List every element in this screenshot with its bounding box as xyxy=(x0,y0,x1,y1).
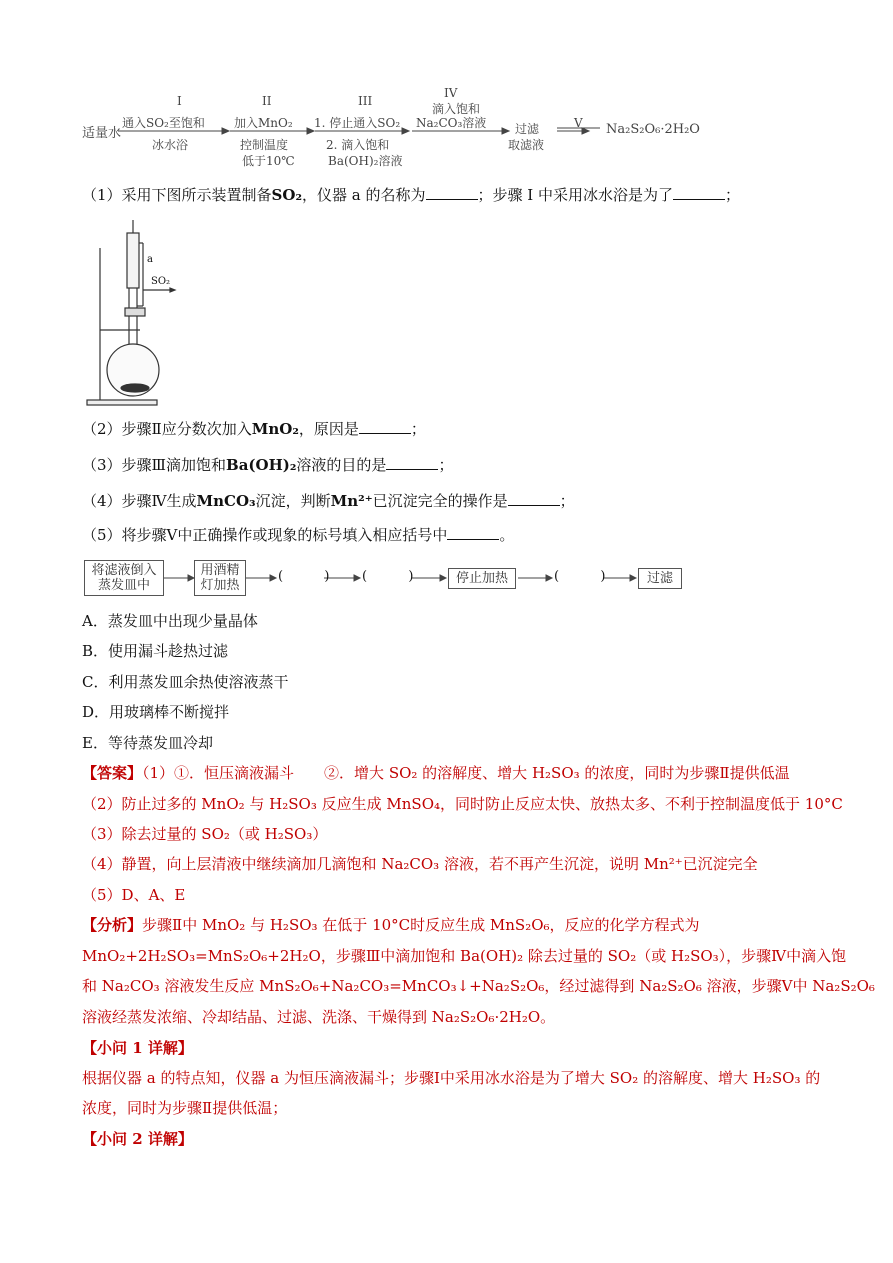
analysis-label: 【分析】 xyxy=(82,916,143,934)
q2-text: （2）步骤Ⅱ应分数次加入 xyxy=(82,420,252,438)
flow-step3-top: 1. 停止通入SO₂ xyxy=(314,116,401,130)
flow-step2-bottom2: 低于10℃ xyxy=(242,154,295,168)
q4-formula-2: Mn²⁺ xyxy=(330,492,373,510)
q3-blank[interactable] xyxy=(386,455,438,470)
q2-text-b: ，原因是 xyxy=(298,420,359,438)
sub2-label: 【小问 2 详解】 xyxy=(82,1130,193,1148)
flow-step3-roman: III xyxy=(358,94,373,108)
answer-label: 【答案】 xyxy=(82,764,143,782)
q1-formula: SO₂ xyxy=(271,186,303,204)
answer-line-2: （2）防止过多的 MnO₂ 与 H₂SO₃ 反应生成 MnSO₄，同时防止反应太快、放热太多、不利于控制温度低于 10°C xyxy=(82,795,843,813)
analysis-line-2: MnO₂+2H₂SO₃=MnS₂O₆+2H₂O，步骤Ⅲ中滴加饱和 Ba(OH)₂ 除去过量的 SO₂（或 H₂SO₃），步骤Ⅳ中滴入饱 xyxy=(82,947,847,965)
q1-text-b: ，仪器 a 的名称为 xyxy=(302,186,426,204)
flow2-box-1-line1: 将滤液倒入 xyxy=(91,563,157,578)
analysis-line-3: 和 Na₂CO₃ 溶液发生反应 MnS₂O₆+Na₂CO₃=MnCO₃↓+Na₂S₂O₆，经过滤得到 Na₂S₂O₆ 溶液，步骤Ⅴ中 Na₂S₂O₆ xyxy=(82,977,875,995)
answer-line-5: （5）D、A、E xyxy=(82,886,186,904)
flow2-paren-2[interactable]: ( ) xyxy=(362,569,414,584)
flow-end: Na₂S₂O₆·2H₂O xyxy=(606,122,700,137)
apparatus-label-a: a xyxy=(147,254,153,265)
apparatus-svg xyxy=(85,218,205,408)
sub1-label: 【小问 1 详解】 xyxy=(82,1039,193,1057)
flow-step5-bottom: 取滤液 xyxy=(508,138,545,152)
q1-text-c: ；步骤 I 中采用冰水浴是为了 xyxy=(477,186,673,204)
evaporation-flowchart xyxy=(82,560,692,598)
q4-text-b: 沉淀，判断 xyxy=(255,492,331,510)
q3-formula: Ba(OH)₂ xyxy=(226,456,297,474)
flow-step4-top: 滴入饱和 xyxy=(432,102,481,116)
option-e: E．等待蒸发皿冷却 xyxy=(82,734,213,752)
flow-step1-bottom: 冰水浴 xyxy=(152,138,189,152)
option-a: A．蒸发皿中出现少量晶体 xyxy=(82,612,258,630)
q4-blank[interactable] xyxy=(508,491,560,506)
answer-line-3: （3）除去过量的 SO₂（或 H₂SO₃） xyxy=(82,825,328,843)
option-b: B．使用漏斗趁热过滤 xyxy=(82,642,229,660)
q3-end: ； xyxy=(438,456,454,474)
apparatus-figure xyxy=(85,218,205,408)
q5-end: 。 xyxy=(499,526,515,544)
apparatus-label-so2: SO₂ xyxy=(151,276,171,287)
option-d: D．用玻璃棒不断搅拌 xyxy=(82,703,230,721)
question-2 xyxy=(82,418,426,440)
answer-line-1 xyxy=(82,762,790,784)
flow2-paren-1[interactable]: ( ) xyxy=(278,569,330,584)
question-5 xyxy=(82,524,514,546)
flow-start: 适量水 xyxy=(82,126,122,141)
flow2-box-2-line2: 灯加热 xyxy=(200,578,240,593)
answer-line-4: （4）静置，向上层清液中继续滴加几滴饱和 Na₂CO₃ 溶液，若不再产生沉淀，说明 Mn²⁺已沉淀完全 xyxy=(82,855,758,873)
flow-step3-bottom: 2. 滴入饱和 xyxy=(326,138,390,152)
question-4 xyxy=(82,490,575,512)
analysis-line-4: 溶液经蒸发浓缩、冷却结晶、过滤、洗涤、干燥得到 Na₂S₂O₆·2H₂O。 xyxy=(82,1008,556,1026)
q5-text: （5）将步骤Ⅴ中正确操作或现象的标号填入相应括号中 xyxy=(82,526,448,544)
q2-formula: MnO₂ xyxy=(251,420,299,438)
flow-step1-roman: I xyxy=(177,94,182,108)
flow2-box-2-line1: 用酒精 xyxy=(200,563,240,578)
q5-blank[interactable] xyxy=(447,525,499,540)
flow-step2-bottom: 控制温度 xyxy=(240,138,289,152)
flow2-box-3: 停止加热 xyxy=(448,568,516,589)
flow-step1-top: 通入SO₂至饱和 xyxy=(122,116,205,130)
q4-formula: MnCO₃ xyxy=(196,492,256,510)
flow-step4-roman: IV xyxy=(444,86,458,100)
question-1 xyxy=(82,184,740,206)
sub1-line-1: 根据仪器 a 的特点知，仪器 a 为恒压滴液漏斗；步骤Ⅰ中采用冰水浴是为了增大 SO₂ 的溶解度、增大 H₂SO₃ 的 xyxy=(82,1069,821,1087)
q4-end: ； xyxy=(559,492,575,510)
q3-text: （3）步骤Ⅲ滴加饱和 xyxy=(82,456,227,474)
q2-end: ； xyxy=(410,420,426,438)
analysis-line-1 xyxy=(82,914,700,936)
flow-step2-roman: II xyxy=(262,94,272,108)
q1-end: ； xyxy=(724,186,740,204)
flow-step3-bottom2: Ba(OH)₂溶液 xyxy=(328,154,403,168)
answer-1: （1）①．恒压滴液漏斗 ②．增大 SO₂ 的溶解度、增大 H₂SO₃ 的浓度，同时为步骤Ⅱ提供低温 xyxy=(142,764,790,782)
flow-step2-top: 加入MnO₂ xyxy=(234,116,293,130)
option-c: C．利用蒸发皿余热使溶液蒸干 xyxy=(82,673,289,691)
q2-blank[interactable] xyxy=(359,419,411,434)
q4-text: （4）步骤Ⅳ生成 xyxy=(82,492,197,510)
flow-step5-top: 过滤 xyxy=(515,122,540,136)
flow2-box-1-line2: 蒸发皿中 xyxy=(97,578,150,593)
q4-text-c: 已沉淀完全的操作是 xyxy=(372,492,508,510)
flow2-box-4: 过滤 xyxy=(638,568,682,589)
sub1-line-2: 浓度，同时为步骤Ⅱ提供低温； xyxy=(82,1099,288,1117)
flow2-paren-3[interactable]: ( ) xyxy=(554,569,606,584)
q1-blank-2[interactable] xyxy=(673,185,725,200)
question-3 xyxy=(82,454,453,476)
flow-step4-top2: Na₂CO₃溶液 xyxy=(416,116,487,130)
analysis-p1: 步骤Ⅱ中 MnO₂ 与 H₂SO₃ 在低于 10°C时反应生成 MnS₂O₆，反应的化学方程式为 xyxy=(142,916,700,934)
q1-text: （1）采用下图所示装置制备 xyxy=(82,186,272,204)
q1-blank-1[interactable] xyxy=(426,185,478,200)
flow-step6-roman: V xyxy=(574,116,583,130)
q3-text-b: 溶液的目的是 xyxy=(296,456,387,474)
synthesis-flowchart xyxy=(82,86,722,176)
